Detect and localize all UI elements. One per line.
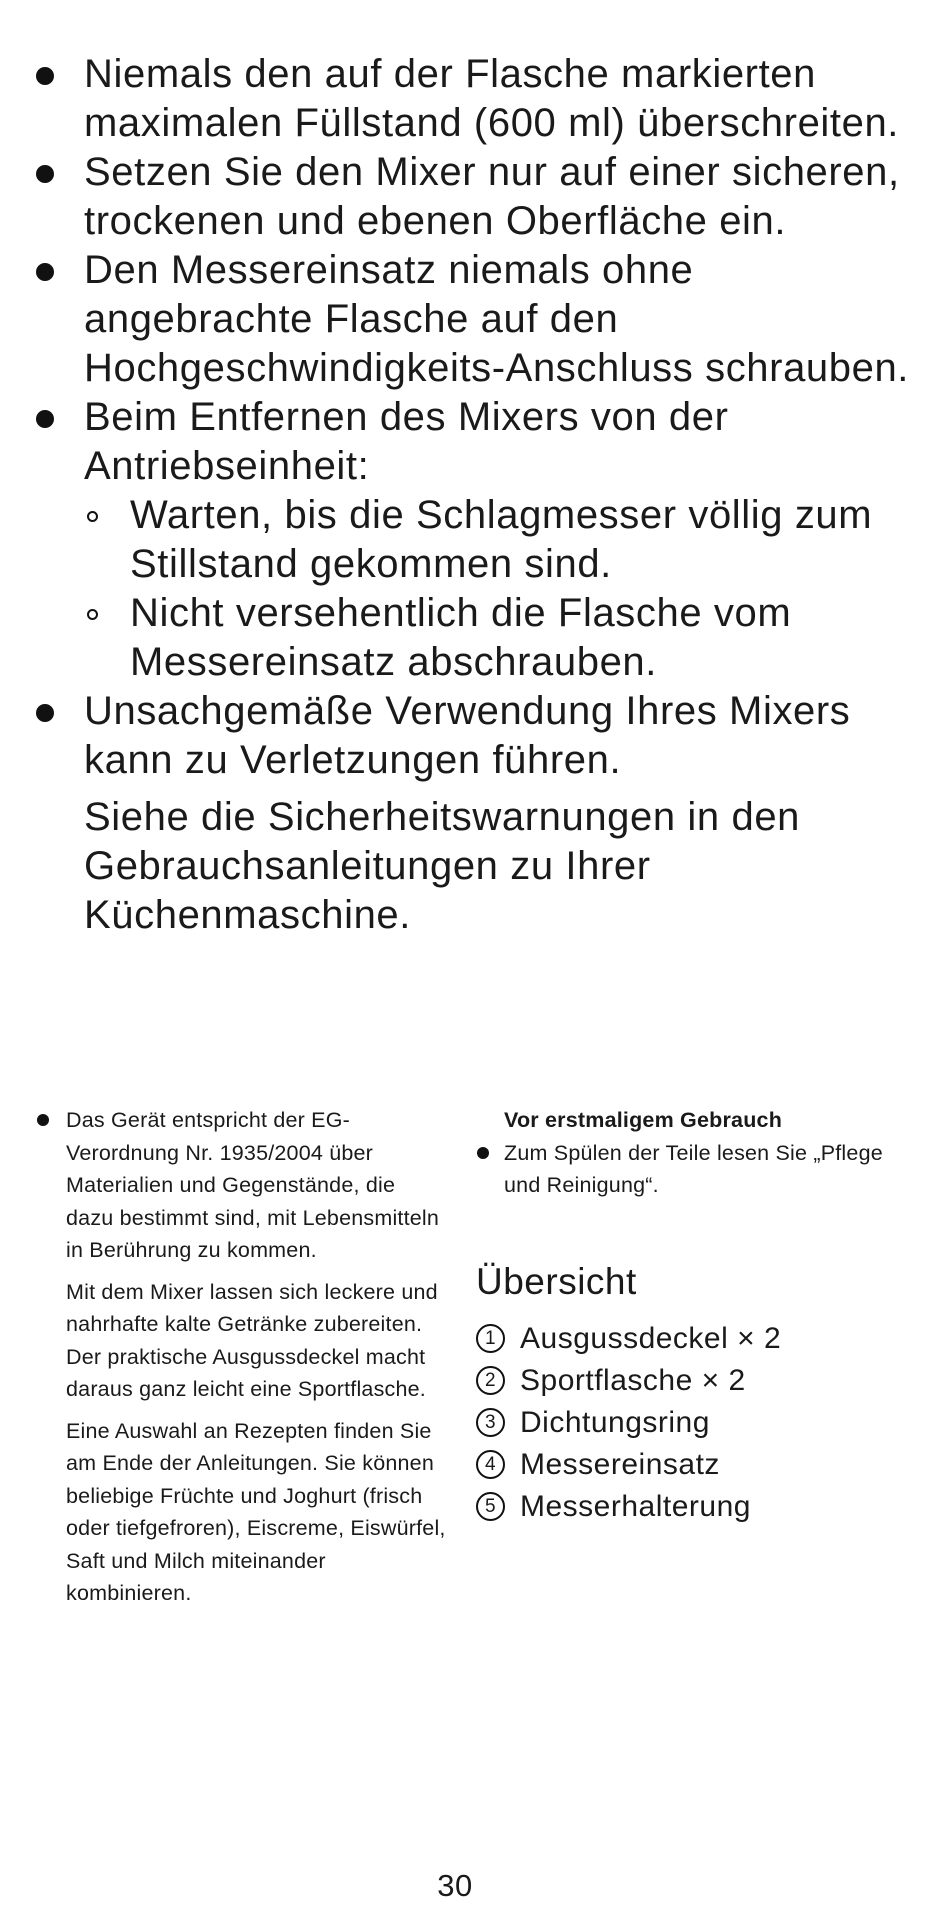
left-column	[36, 1104, 446, 1610]
number-5-icon: 5	[476, 1492, 505, 1521]
part-item	[476, 1444, 916, 1486]
safety-section	[36, 50, 916, 940]
part-item	[476, 1402, 916, 1444]
removal-subitem-unscrew: Nicht versehentlich die Flasche vom Messereinsatz abschrauben.	[84, 589, 916, 687]
page-number: 30	[437, 1868, 473, 1903]
part-label: Ausgussdeckel × 2	[520, 1321, 782, 1355]
number-1-icon: 1	[476, 1324, 505, 1353]
first-use-bullet: Zum Spülen der Teile lesen Sie „Pflege und Reinigung“.	[476, 1137, 916, 1202]
recipes-paragraph: Eine Auswahl an Rezepten finden Sie am Ende der Anleitungen. Sie können beliebige Früchte und Joghurt (frisch oder tiefgefroren), Eiscreme, Eiswürfel, Saft und Milch miteinander kombinieren.	[66, 1418, 446, 1605]
safety-note: Siehe die Sicherheitswarnungen in den Gebrauchsanleitungen zu Ihrer Küchenmaschine.	[84, 795, 801, 937]
safety-item-surface: Setzen Sie den Mixer nur auf einer sicheren, trockenen und ebenen Oberfläche ein.	[36, 148, 916, 246]
removal-sublist	[84, 491, 916, 687]
part-item	[476, 1318, 916, 1360]
part-label: Messereinsatz	[520, 1447, 720, 1481]
intro-paragraph: Mit dem Mixer lassen sich leckere und nahrhafte kalte Getränke zubereiten. Der praktische Ausgussdeckel macht daraus ganz leicht eine Sportflasche.	[66, 1279, 438, 1401]
part-item	[476, 1486, 916, 1528]
number-2-icon: 2	[476, 1366, 505, 1395]
right-column	[476, 1104, 916, 1528]
part-item	[476, 1360, 916, 1402]
part-label: Sportflasche × 2	[520, 1363, 746, 1397]
regulation-bullet: Das Gerät entspricht der EG-Verordnung Nr. 1935/2004 über Materialien und Gegenstände, die dazu bestimmt sind, mit Lebensmitteln in Berührung zu kommen.	[36, 1104, 446, 1267]
parts-list	[476, 1318, 916, 1528]
part-label: Dichtungsring	[520, 1405, 710, 1439]
safety-item-blade-assembly: Den Messereinsatz niemals ohne angebrachte Flasche auf den Hochgeschwindigkeits-Anschluss schrauben.	[36, 246, 916, 393]
number-3-icon: 3	[476, 1408, 505, 1437]
safety-item-removal-text: Beim Entfernen des Mixers von der Antriebseinheit:	[84, 395, 729, 488]
overview-heading: Übersicht	[476, 1260, 637, 1302]
safety-item-max-fill: Niemals den auf der Flasche markierten maximalen Füllstand (600 ml) überschreiten.	[36, 50, 916, 148]
first-use-list	[476, 1137, 916, 1202]
first-use-heading: Vor erstmaligem Gebrauch	[504, 1108, 783, 1132]
safety-item-removal	[36, 393, 916, 687]
removal-subitem-wait: Warten, bis die Schlagmesser völlig zum Stillstand gekommen sind.	[84, 491, 916, 589]
part-label: Messerhalterung	[520, 1489, 751, 1523]
safety-list	[36, 50, 916, 785]
regulation-list	[36, 1104, 446, 1267]
number-4-icon: 4	[476, 1450, 505, 1479]
safety-item-misuse: Unsachgemäße Verwendung Ihres Mixers kann zu Verletzungen führen.	[36, 687, 916, 785]
